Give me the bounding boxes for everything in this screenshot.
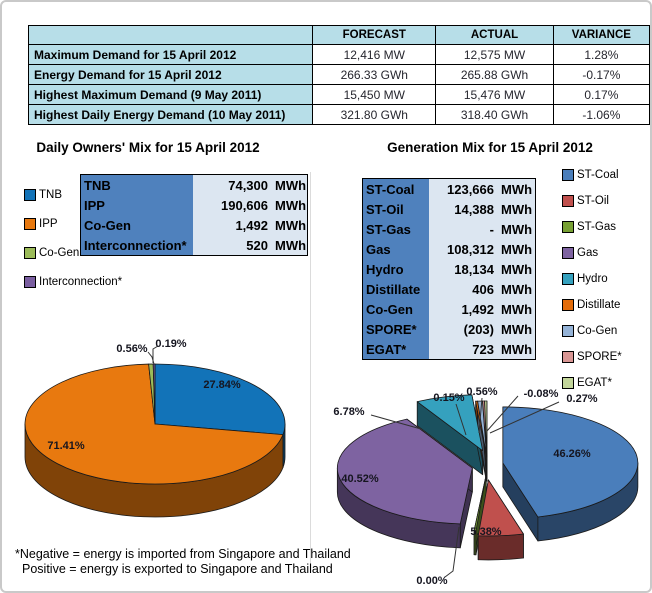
legend-label: Hydro bbox=[577, 273, 608, 285]
row-unit: MWh bbox=[273, 235, 307, 255]
forecast-value: 321.80 GWh bbox=[313, 105, 436, 125]
row-label: Highest Maximum Demand (9 May 2011) bbox=[29, 85, 313, 105]
legend-label: Distillate bbox=[577, 299, 621, 311]
st-gas-swatch-icon bbox=[562, 221, 574, 233]
generation-legend bbox=[562, 169, 622, 389]
row-unit: MWh bbox=[499, 239, 535, 259]
row-label: ST-Coal bbox=[363, 179, 429, 199]
legend-label: ST-Gas bbox=[577, 221, 616, 233]
owners-data-table bbox=[80, 174, 308, 256]
legend-item bbox=[562, 273, 622, 285]
actual-value: 318.40 GWh bbox=[436, 105, 553, 125]
legend-label: Co-Gen bbox=[577, 325, 618, 337]
legend-label: Gas bbox=[577, 247, 599, 259]
variance-value: 0.17% bbox=[553, 85, 649, 105]
footnote-line-2: Positive = energy is exported to Singapore and Thailand bbox=[22, 562, 333, 576]
pie-percent-label: 5.38% bbox=[470, 526, 502, 538]
forecast-value: 15,450 MW bbox=[313, 85, 436, 105]
row-value: 18,134 bbox=[429, 259, 499, 279]
row-value: 14,388 bbox=[429, 199, 499, 219]
table-row bbox=[29, 45, 650, 65]
pie-percent-label: 0.56% bbox=[116, 343, 148, 355]
summary-header-variance: VARIANCE bbox=[553, 26, 649, 45]
owners-pie-svg bbox=[12, 337, 312, 545]
distillate-swatch-icon bbox=[562, 299, 574, 311]
row-label: Distillate bbox=[363, 279, 429, 299]
pie-slice bbox=[478, 534, 523, 560]
row-value: 1,492 bbox=[193, 215, 273, 235]
row-unit: MWh bbox=[499, 219, 535, 239]
owners-pie-chart bbox=[12, 337, 312, 545]
pie-percent-label: 0.19% bbox=[155, 338, 187, 350]
row-label: Highest Daily Energy Demand (10 May 2011) bbox=[29, 105, 313, 125]
row-unit: MWh bbox=[273, 195, 307, 215]
pie-percent-label: 46.26% bbox=[553, 448, 591, 460]
footnote bbox=[15, 547, 351, 577]
row-value: 108,312 bbox=[429, 239, 499, 259]
row-unit: MWh bbox=[499, 339, 535, 359]
actual-value: 12,575 MW bbox=[436, 45, 553, 65]
row-label: SPORE* bbox=[363, 319, 429, 339]
generation-data-table bbox=[362, 178, 536, 360]
row-label: Maximum Demand for 15 April 2012 bbox=[29, 45, 313, 65]
variance-value: -1.06% bbox=[553, 105, 649, 125]
legend-label: Interconnection* bbox=[39, 276, 123, 288]
legend-label: IPP bbox=[39, 218, 58, 230]
table-row bbox=[29, 85, 650, 105]
legend-label: ST-Coal bbox=[577, 169, 619, 181]
legend-item bbox=[562, 195, 622, 207]
st-coal-swatch-icon bbox=[562, 169, 574, 181]
row-label: ST-Gas bbox=[363, 219, 429, 239]
legend-item bbox=[562, 325, 622, 337]
pie-percent-label: 0.27% bbox=[566, 393, 598, 405]
variance-value: 1.28% bbox=[553, 45, 649, 65]
summary-header-actual: ACTUAL bbox=[436, 26, 553, 45]
cogen-swatch-icon bbox=[562, 325, 574, 337]
row-unit: MWh bbox=[273, 215, 307, 235]
st-oil-swatch-icon bbox=[562, 195, 574, 207]
row-unit: MWh bbox=[499, 199, 535, 219]
cogen-swatch-icon bbox=[24, 247, 36, 259]
row-value: - bbox=[429, 219, 499, 239]
pie-slice bbox=[474, 531, 476, 555]
pie-percent-label: 0.56% bbox=[466, 386, 498, 398]
table-row bbox=[29, 105, 650, 125]
forecast-value: 266.33 GWh bbox=[313, 65, 436, 85]
legend-label: ST-Oil bbox=[577, 195, 609, 207]
generation-pie-chart bbox=[312, 365, 652, 593]
ipp-swatch-icon bbox=[24, 218, 36, 230]
row-label: Hydro bbox=[363, 259, 429, 279]
row-label: Co-Gen bbox=[363, 299, 429, 319]
row-label: ST-Oil bbox=[363, 199, 429, 219]
row-value: 520 bbox=[193, 235, 273, 255]
legend-item bbox=[24, 276, 122, 288]
row-value: 1,492 bbox=[429, 299, 499, 319]
pie-percent-label: 0.15% bbox=[433, 392, 465, 404]
actual-value: 265.88 GWh bbox=[436, 65, 553, 85]
owners-chart-title: Daily Owners' Mix for 15 April 2012 bbox=[36, 140, 260, 155]
spore-swatch-icon bbox=[562, 351, 574, 363]
hydro-swatch-icon bbox=[562, 273, 574, 285]
row-label: Energy Demand for 15 April 2012 bbox=[29, 65, 313, 85]
summary-header-row bbox=[29, 26, 650, 45]
footnote-line-1: *Negative = energy is imported from Singapore and Thailand bbox=[15, 547, 351, 561]
summary-header-blank bbox=[29, 26, 313, 45]
pie-percent-label: 40.52% bbox=[341, 473, 379, 485]
pie-slice bbox=[155, 364, 285, 435]
pie-percent-label: -0.08% bbox=[523, 388, 559, 400]
row-unit: MWh bbox=[499, 179, 535, 199]
gas-swatch-icon bbox=[562, 247, 574, 259]
row-label: TNB bbox=[81, 175, 193, 195]
actual-value: 15,476 MW bbox=[436, 85, 553, 105]
row-value: 723 bbox=[429, 339, 499, 359]
row-unit: MWh bbox=[499, 259, 535, 279]
legend-item bbox=[562, 247, 622, 259]
legend-label: EGAT* bbox=[577, 377, 612, 389]
row-label: Gas bbox=[363, 239, 429, 259]
pie-percent-label: 27.84% bbox=[203, 379, 241, 391]
row-value: 74,300 bbox=[193, 175, 273, 195]
row-value: 123,666 bbox=[429, 179, 499, 199]
legend-item bbox=[562, 351, 622, 363]
summary-table bbox=[28, 25, 650, 125]
legend-label: TNB bbox=[39, 189, 62, 201]
pie-percent-label: 6.78% bbox=[333, 406, 365, 418]
variance-value: -0.17% bbox=[553, 65, 649, 85]
row-label: IPP bbox=[81, 195, 193, 215]
row-label: Interconnection* bbox=[81, 235, 193, 255]
legend-item bbox=[562, 221, 622, 233]
row-unit: MWh bbox=[499, 279, 535, 299]
label-leader-line bbox=[153, 346, 158, 363]
row-value: 190,606 bbox=[193, 195, 273, 215]
row-unit: MWh bbox=[273, 175, 307, 195]
generation-chart-title: Generation Mix for 15 April 2012 bbox=[387, 140, 593, 155]
forecast-value: 12,416 MW bbox=[313, 45, 436, 65]
row-value: (203) bbox=[429, 319, 499, 339]
row-label: EGAT* bbox=[363, 339, 429, 359]
interconnection-swatch-icon bbox=[24, 276, 36, 288]
legend-label: SPORE* bbox=[577, 351, 622, 363]
row-label: Co-Gen bbox=[81, 215, 193, 235]
legend-item bbox=[562, 299, 622, 311]
row-unit: MWh bbox=[499, 319, 535, 339]
legend-label: Co-Gen bbox=[39, 247, 80, 259]
row-value: 406 bbox=[429, 279, 499, 299]
legend-item bbox=[562, 169, 622, 181]
generation-pie-svg bbox=[312, 365, 652, 593]
tnb-swatch-icon bbox=[24, 189, 36, 201]
row-unit: MWh bbox=[499, 299, 535, 319]
summary-header-forecast: FORECAST bbox=[313, 26, 436, 45]
pie-percent-label: 71.41% bbox=[47, 440, 85, 452]
pie-percent-label: 0.00% bbox=[416, 575, 448, 587]
table-row bbox=[29, 65, 650, 85]
